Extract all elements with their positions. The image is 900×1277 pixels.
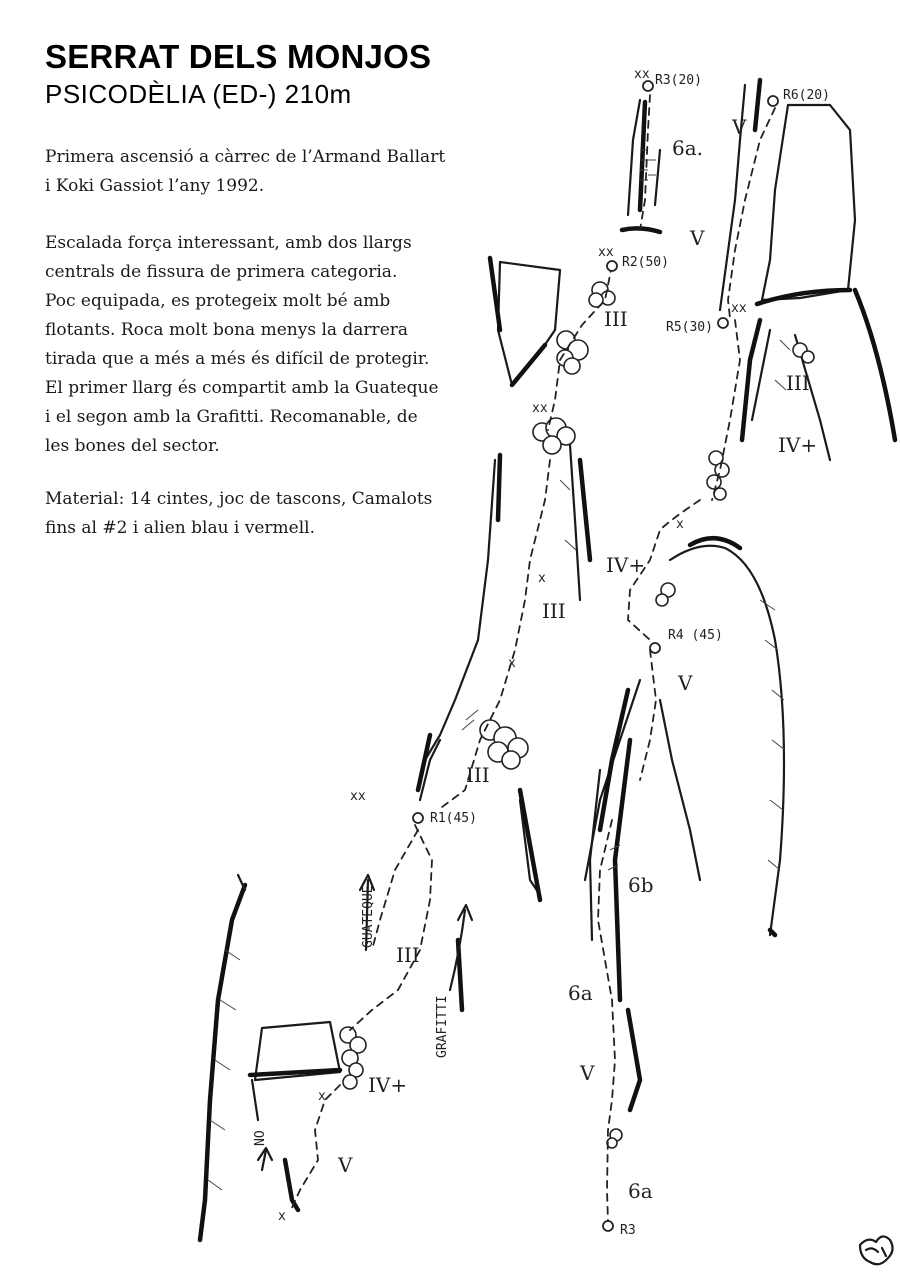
anchor-mark: xx: [634, 67, 650, 82]
page-title: SERRAT DELS MONJOS: [45, 38, 432, 75]
belay-label-r1: R1(45): [430, 811, 477, 826]
anchor-mark: xx: [598, 245, 614, 260]
text-line: i Koki Gassiot l’any 1992.: [45, 176, 265, 196]
rock-outlines: [200, 80, 895, 1240]
grade-label: V: [678, 671, 693, 695]
route-subtitle: PSICODÈLIA (ED-) 210m: [45, 79, 352, 109]
route-lines: [290, 95, 775, 1222]
grade-label: IV+: [368, 1073, 408, 1097]
grade-label: IV+: [778, 433, 818, 457]
grade-label: 6a.: [672, 136, 704, 160]
grade-label: V: [732, 115, 747, 139]
grade-label: III: [786, 371, 810, 395]
climbers-logo-icon: [860, 1236, 893, 1264]
bolt-mark: x: [538, 571, 546, 586]
belay-label-r3-bottom: R3: [620, 1223, 636, 1238]
grade-label: III: [604, 307, 628, 331]
grade-label: V: [338, 1153, 353, 1177]
text-line: i el segon amb la Grafitti. Recomanable, de: [45, 407, 418, 427]
grade-label: III: [396, 943, 420, 967]
route-name-no: NO: [253, 1130, 268, 1146]
text-line: Poc equipada, es protegeix molt bé amb: [45, 291, 391, 311]
bolt-mark: x: [318, 1089, 326, 1104]
anchor-mark: xx: [350, 789, 366, 804]
grade-label: III: [542, 599, 566, 623]
belay-label-r4: R4 (45): [668, 628, 723, 643]
text-line: tirada que a més a més és difícil de protegir.: [45, 349, 430, 369]
text-line: Material: 14 cintes, joc de tascons, Camalots: [45, 489, 433, 509]
belay-label-r5: R5(30): [666, 320, 713, 335]
bolt-mark: x: [278, 1209, 286, 1224]
bolt-mark: x: [676, 517, 684, 532]
grade-label: III: [466, 763, 490, 787]
bolt-mark: x: [508, 656, 516, 671]
grade-label: 6b: [628, 873, 654, 897]
anchor-mark: xx: [731, 301, 747, 316]
belay-label-r2: R2(50): [622, 255, 669, 270]
route-name-grafitti: GRAFITTI: [435, 995, 450, 1058]
text-line: El primer llarg és compartit amb la Guateque: [45, 378, 439, 398]
route-name-guateque: GUATEQUE: [361, 885, 376, 948]
grade-label: V: [580, 1061, 595, 1085]
text-line: centrals de fissura de primera categoria.: [45, 262, 398, 282]
text-line: Primera ascensió a càrrec de l’Armand Ballart: [45, 147, 446, 167]
grade-label: 6a: [568, 981, 593, 1005]
belay-stations: [413, 81, 778, 1231]
belay-label-r6: R6(20): [783, 88, 830, 103]
text-line: fins al #2 i alien blau i vermell.: [45, 518, 316, 538]
text-line: flotants. Roca molt bona menys la darrera: [45, 320, 409, 340]
text-line: les bones del sector.: [45, 436, 220, 456]
grade-label: IV+: [606, 553, 646, 577]
grade-label: V: [690, 226, 705, 250]
text-line: Escalada força interessant, amb dos llargs: [45, 233, 412, 253]
belay-label-r3-top: R3(20): [655, 73, 702, 88]
grade-label: 6a: [628, 1179, 653, 1203]
anchor-mark: xx: [532, 401, 548, 416]
